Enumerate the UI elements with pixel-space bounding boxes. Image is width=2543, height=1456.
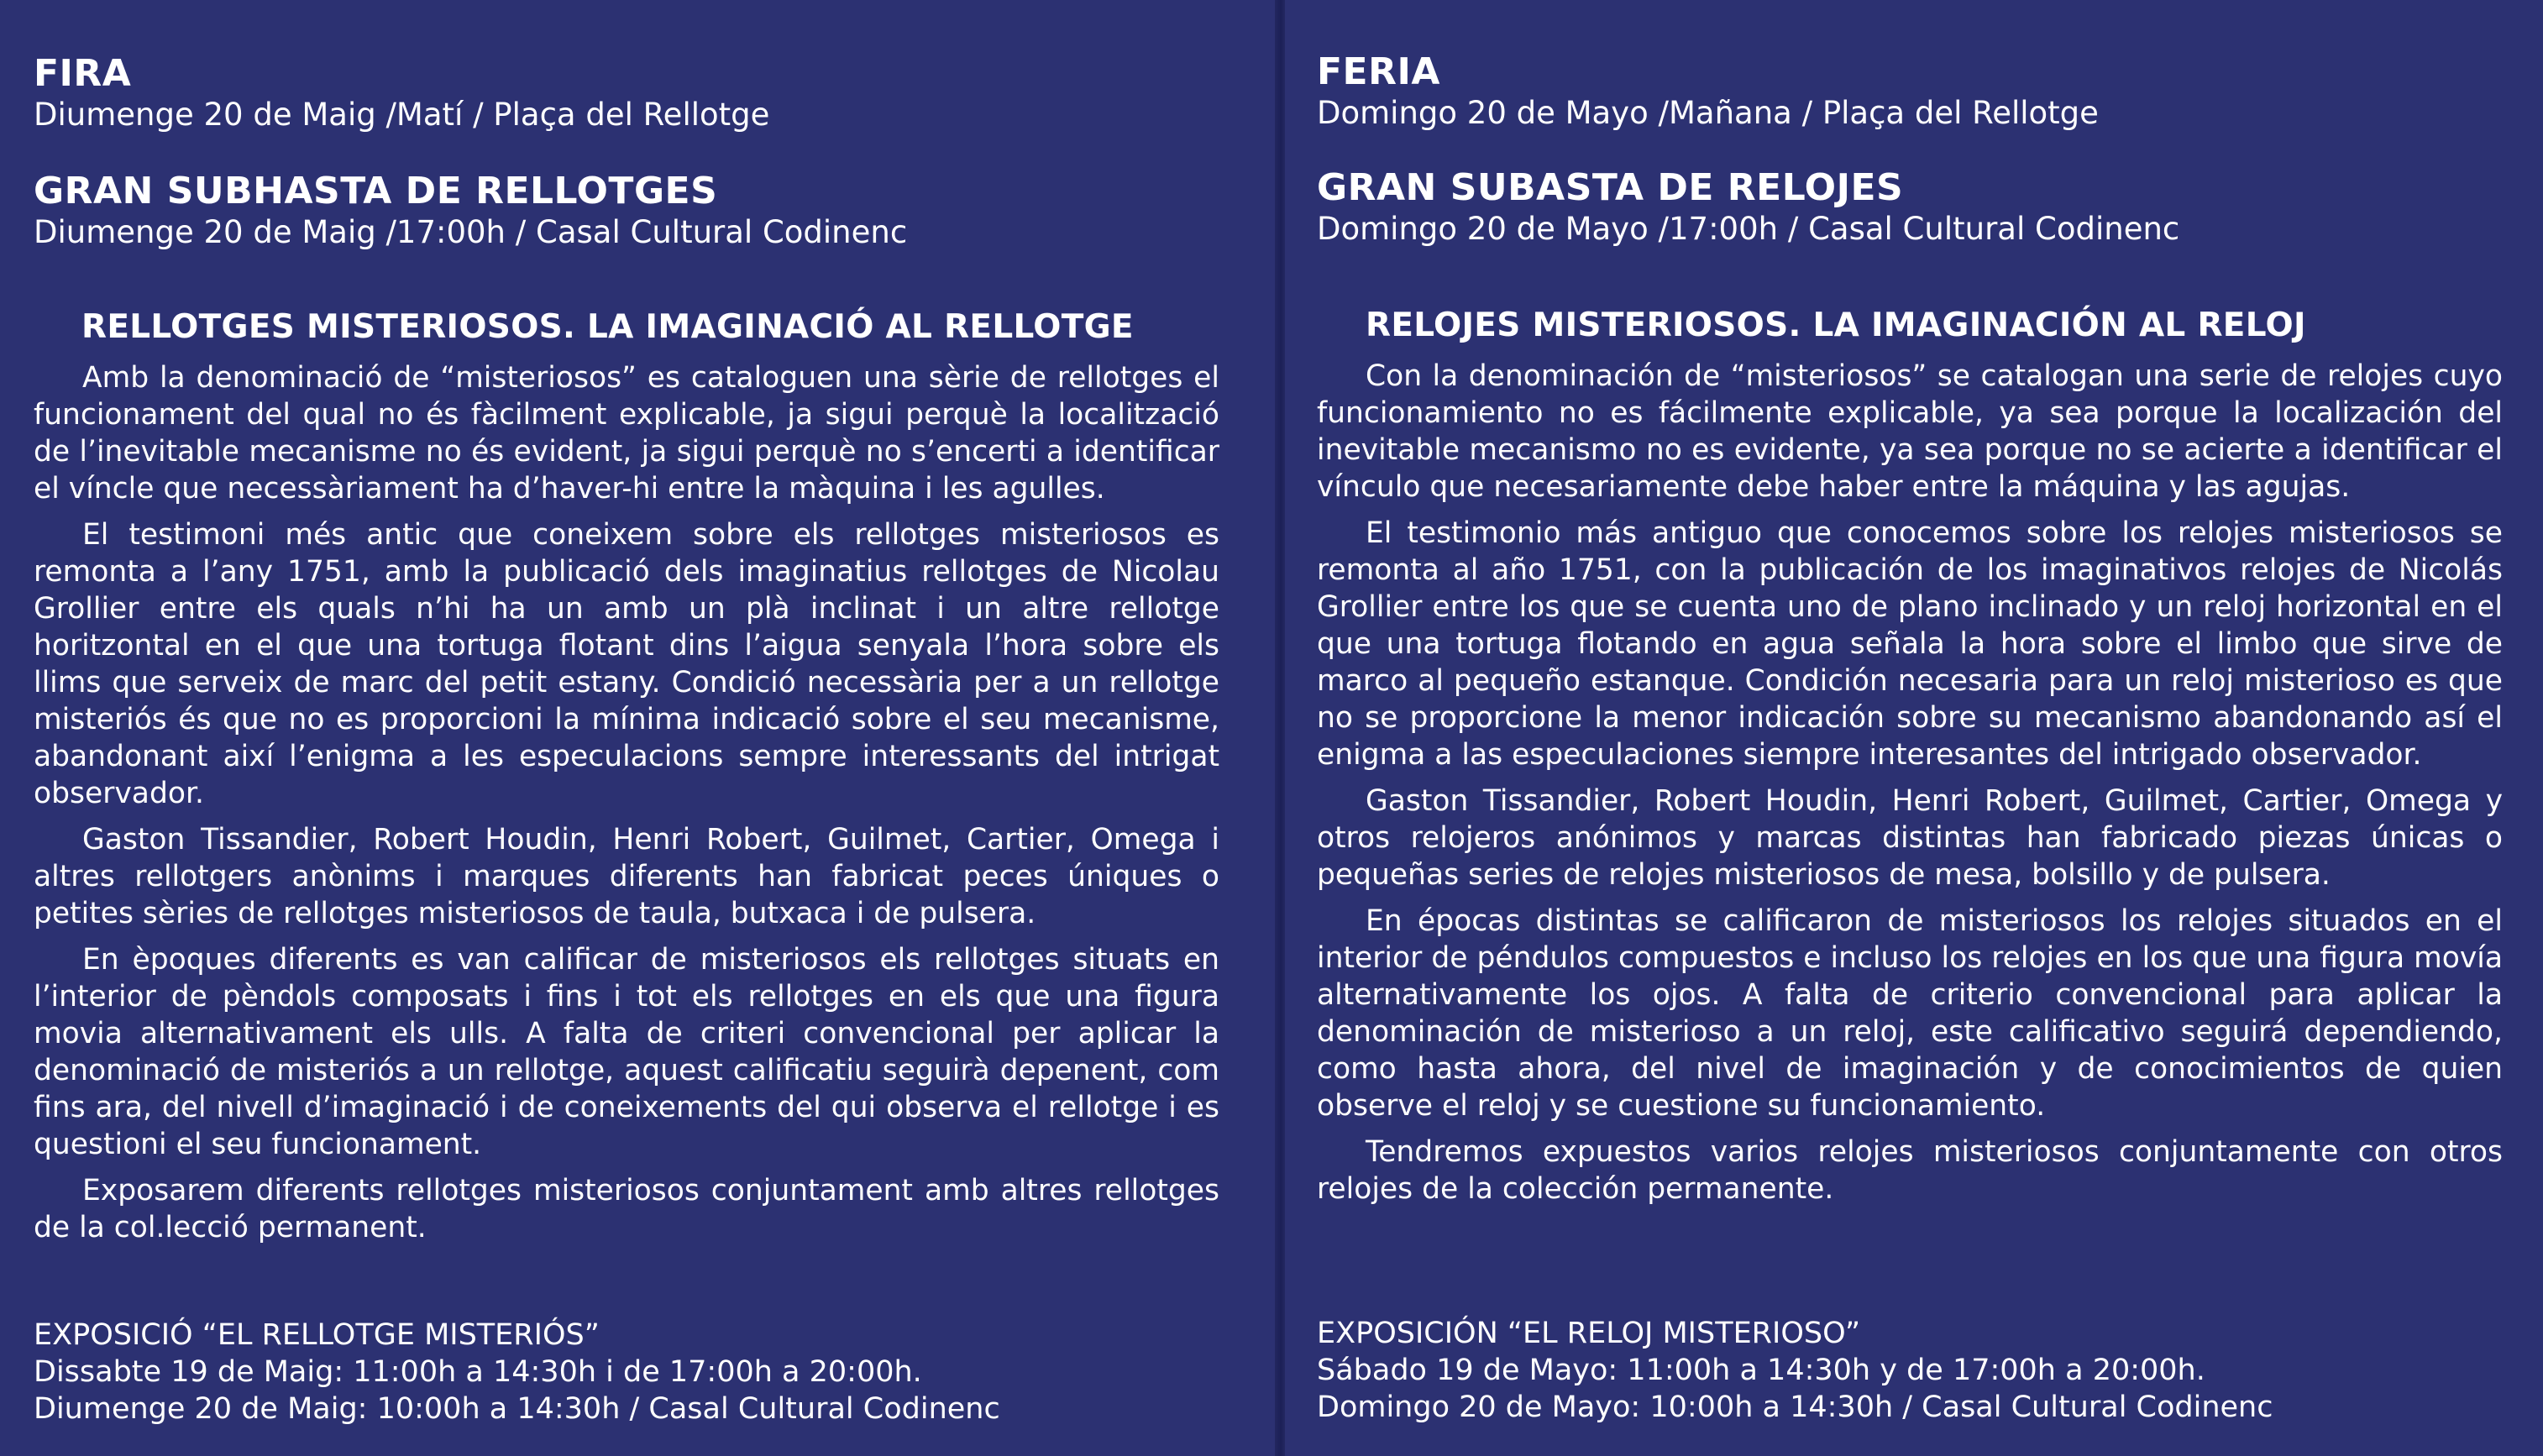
paragraph: Gaston Tissandier, Robert Houdin, Henri Robert, Guilmet, Cartier, Omega i altres rellotgers anònims i marques diferents han fabricat peces úniques o petites sèries de rellotges misteriosos de taula, butxaca i de pulsera. [34, 823, 1219, 930]
exhibition-title: EXPOSICIÓ “EL RELLOTGE MISTERIÓS” [34, 1318, 600, 1352]
section-title: RELLOTGES MISTERIOSOS. LA IMAGINACIÓ AL RELLOTGE [81, 308, 1134, 346]
paragraph: En épocas distintas se calificaron de misteriosos los relojes situados en el interior de péndulos compuestos e incluso los relojes en los que una figura movía alternativamente los ojos. A falta de criterio convencional para aplicar la denominación de misterioso a un reloj, este calificativo seguirá dependiendo, como hasta ahora, del nivel de imaginación y de conocimientos de quien observe el reloj y se cuestione su funcionamiento. [1317, 904, 2503, 1123]
fair-block [34, 52, 769, 134]
fair-block [1317, 50, 2099, 133]
auction-title: GRAN SUBHASTA DE RELLOTGES [34, 170, 718, 212]
body-text [34, 359, 1219, 1255]
body-text [1317, 358, 2503, 1217]
exhibition-sunday: Diumenge 20 de Maig: 10:00h a 14:30h / Casal Cultural Codinenc [34, 1392, 1000, 1426]
spanish-panel [1285, 0, 2543, 1456]
exhibition-saturday: Sábado 19 de Mayo: 11:00h a 14:30h y de 17:00h a 20:00h. [1317, 1354, 2205, 1387]
paragraph: Exposarem diferents rellotges misteriosos conjuntament amb altres rellotges de la col.lecció permanent. [34, 1174, 1219, 1244]
paragraph: Gaston Tissandier, Robert Houdin, Henri Robert, Guilmet, Cartier, Omega y otros relojeros anónimos y marcas distintas han fabricado piezas únicas o pequeñas series de relojes misteriosos de mesa, bolsillo y de pulsera. [1317, 784, 2503, 892]
paragraph: En èpoques diferents es van calificar de misteriosos els rellotges situats en l’interior de pèndols composats i fins i tot els rellotges en els que una figura movia alternativament els ulls. A falta de criteri convencional per aplicar la denominació de misteriós a un rellotge, aquest calificatiu seguirà depenent, com fins ara, del nivell d’imaginació i de coneixements del qui observa el rellotge i es questioni el seu funcionament. [34, 943, 1219, 1161]
paragraph: Con la denominación de “misteriosos” se catalogan una serie de relojes cuyo funcionamiento no es fácilmente explicable, ya sea porque la localización del inevitable mecanismo no es evidente, ya sea porque no se acierte a identificar el vínculo que necesariamente debe haber entre la máquina y las agujas. [1317, 359, 2503, 504]
fair-title: FERIA [1317, 50, 1440, 93]
fair-details: Domingo 20 de Mayo /Mañana / Plaça del Rellotge [1317, 95, 2099, 131]
fair-title: FIRA [34, 52, 132, 95]
exhibition-sunday: Domingo 20 de Mayo: 10:00h a 14:30h / Casal Cultural Codinenc [1317, 1391, 2273, 1424]
section-title: RELOJES MISTERIOSOS. LA IMAGINACIÓN AL RELOJ [1366, 306, 2306, 344]
paragraph: Tendremos expuestos varios relojes misteriosos conjuntamente con otros relojes de la colección permanente. [1317, 1135, 2503, 1206]
exhibition-block [1317, 1315, 2273, 1426]
paragraph: El testimonio más antiguo que conocemos sobre los relojes misteriosos se remonta al año 1751, con la publicación de los imaginativos relojes de Nicolás Grollier entre los que se cuenta uno de plano inclinado y un reloj horizontal en el que una tortuga flotando en agua señala la hora sobre el limbo que sirve de marco al pequeño estanque. Condición necesaria para un reloj misterioso es que no se proporcione la menor indicación sobre su mecanismo abandonando así el enigma a las especulaciones siempre interesantes del intrigado observador. [1317, 516, 2503, 772]
paragraph: Amb la denominació de “misteriosos” es cataloguen una sèrie de rellotges el funcionament del qual no és fàcilment explicable, ja sigui perquè la localització de l’inevitable mecanisme no és evident, ja sigui perquè no s’encerti a identificar el víncle que necessàriament ha d’haver-hi entre la màquina i les agulles. [34, 361, 1219, 505]
auction-block [34, 170, 907, 252]
exhibition-title: EXPOSICIÓN “EL RELOJ MISTERIOSO” [1317, 1317, 1861, 1350]
auction-block [1317, 166, 2179, 249]
auction-details: Domingo 20 de Mayo /17:00h / Casal Cultural Codinenc [1317, 211, 2180, 247]
exhibition-saturday: Dissabte 19 de Maig: 11:00h a 14:30h i de 17:00h a 20:00h. [34, 1355, 922, 1389]
auction-title: GRAN SUBASTA DE RELOJES [1317, 166, 1904, 209]
paragraph: El testimoni més antic que coneixem sobre els rellotges misteriosos es remonta a l’any 1751, amb la publicació dels imaginatius rellotges de Nicolau Grollier entre els quals n’hi ha un amb un plà inclinat i un altre rellotge horitzontal en el que una tortuga flotant dins l’aigua senyala l’hora sobre els llims que serveix de marc del petit estany. Condició necessària per a un rellotge misteriós és que no es proporcioni la mínima indicació sobre el seu mecanisme, abandonant així l’enigma a les especulacions sempre interessants del intrigat observador. [34, 518, 1219, 810]
auction-details: Diumenge 20 de Maig /17:00h / Casal Cultural Codinenc [34, 214, 908, 250]
exhibition-block [34, 1317, 1000, 1427]
fair-details: Diumenge 20 de Maig /Matí / Plaça del Rellotge [34, 97, 770, 133]
